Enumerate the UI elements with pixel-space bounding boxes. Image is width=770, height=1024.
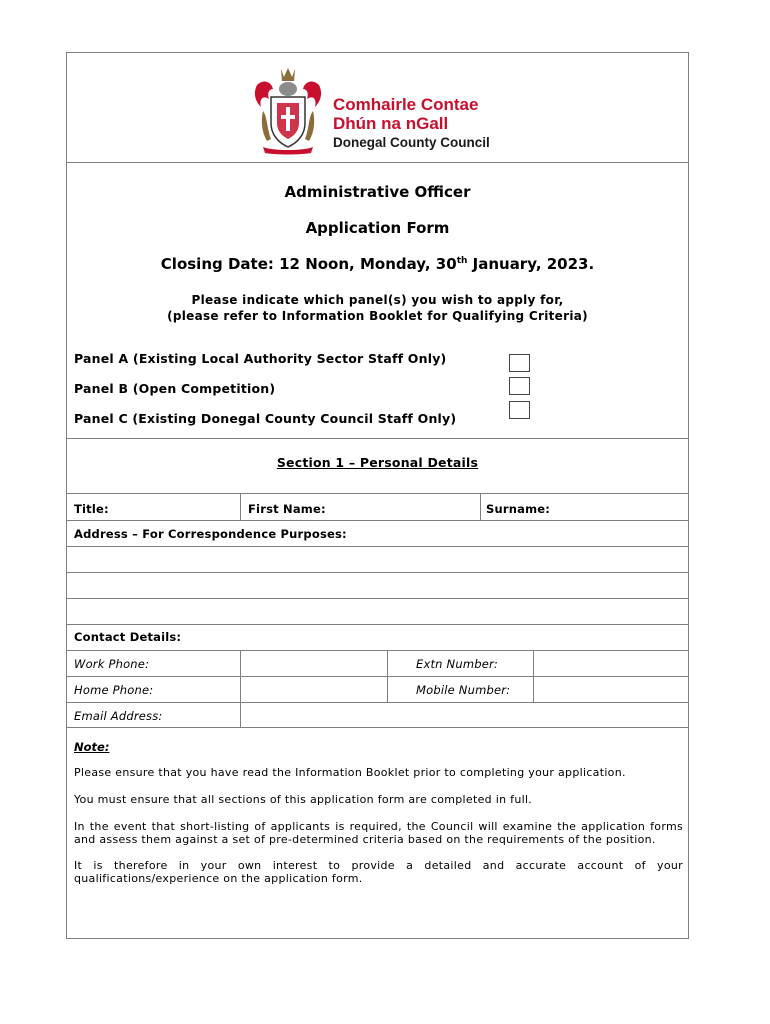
form-title: Administrative Officer <box>284 183 471 201</box>
panel-a-label: Panel A (Existing Local Authority Sector Staff Only) <box>74 351 447 366</box>
mobile-number-field[interactable] <box>535 677 687 701</box>
closing-date-suffix: January, 2023. <box>467 255 595 273</box>
work-phone-label: Work Phone: <box>74 657 150 671</box>
section-1-title: Section 1 – Personal Details <box>276 455 479 470</box>
closing-date-prefix: Closing Date: 12 Noon, Monday, 30 <box>160 255 457 273</box>
divider <box>67 624 688 625</box>
address-line-3-field[interactable] <box>68 599 688 623</box>
divider <box>67 438 688 439</box>
address-line-1-field[interactable] <box>68 547 688 571</box>
title-field[interactable] <box>112 494 238 519</box>
first-name-field[interactable] <box>327 494 478 519</box>
council-logo <box>243 59 507 156</box>
form-subtitle: Application Form <box>305 219 450 237</box>
divider <box>240 493 241 520</box>
panel-b-label: Panel B (Open Competition) <box>74 381 276 396</box>
surname-label: Surname: <box>486 502 551 516</box>
home-phone-label: Home Phone: <box>74 683 154 697</box>
closing-date-sup: th <box>456 256 468 266</box>
extn-number-label: Extn Number: <box>416 657 498 671</box>
application-form <box>66 52 689 939</box>
title-label: Title: <box>74 502 109 516</box>
panel-instruction-line1: Please indicate which panel(s) you wish to apply for, <box>191 293 564 307</box>
panel-a-checkbox[interactable] <box>509 354 530 372</box>
note-paragraph-2: You must ensure that all sections of this application form are completed in full. <box>74 793 533 806</box>
divider <box>67 520 688 521</box>
address-label: Address – For Correspondence Purposes: <box>74 527 347 541</box>
note-heading: Note: <box>74 740 110 754</box>
note-paragraph-4: It is therefore in your own interest to provide a detailed and accurate account of your qualifications/experience on the application form. <box>74 859 683 885</box>
panel-c-checkbox[interactable] <box>509 401 530 419</box>
logo-text-english: Donegal County Council <box>333 135 490 150</box>
logo-row <box>67 53 688 163</box>
logo-text-irish-line1: Comhairle Contae <box>333 95 479 114</box>
note-paragraph-1: Please ensure that you have read the Information Booklet prior to completing your application. <box>74 766 626 779</box>
divider <box>480 493 481 520</box>
email-address-field[interactable] <box>242 703 687 727</box>
work-phone-field[interactable] <box>242 651 386 675</box>
extn-number-field[interactable] <box>535 651 687 675</box>
logo-text-irish-line2: Dhún na nGall <box>333 114 449 133</box>
panel-c-label: Panel C (Existing Donegal County Council Staff Only) <box>74 411 457 426</box>
divider <box>67 727 688 728</box>
panel-b-checkbox[interactable] <box>509 377 530 395</box>
mobile-number-label: Mobile Number: <box>416 683 511 697</box>
first-name-label: First Name: <box>248 502 326 516</box>
surname-field[interactable] <box>551 494 687 519</box>
home-phone-field[interactable] <box>242 677 386 701</box>
divider <box>240 650 241 727</box>
email-address-label: Email Address: <box>74 709 163 723</box>
address-line-2-field[interactable] <box>68 573 688 597</box>
note-paragraph-3: In the event that short-listing of applicants is required, the Council will examine the application forms and assess them against a set of pre-determined criteria based on the requirements of the position. <box>74 820 683 846</box>
panel-instruction-line2: (please refer to Information Booklet for Qualifying Criteria) <box>167 309 588 323</box>
contact-details-label: Contact Details: <box>74 630 182 644</box>
closing-date <box>67 255 688 273</box>
council-crest-icon <box>253 65 323 155</box>
